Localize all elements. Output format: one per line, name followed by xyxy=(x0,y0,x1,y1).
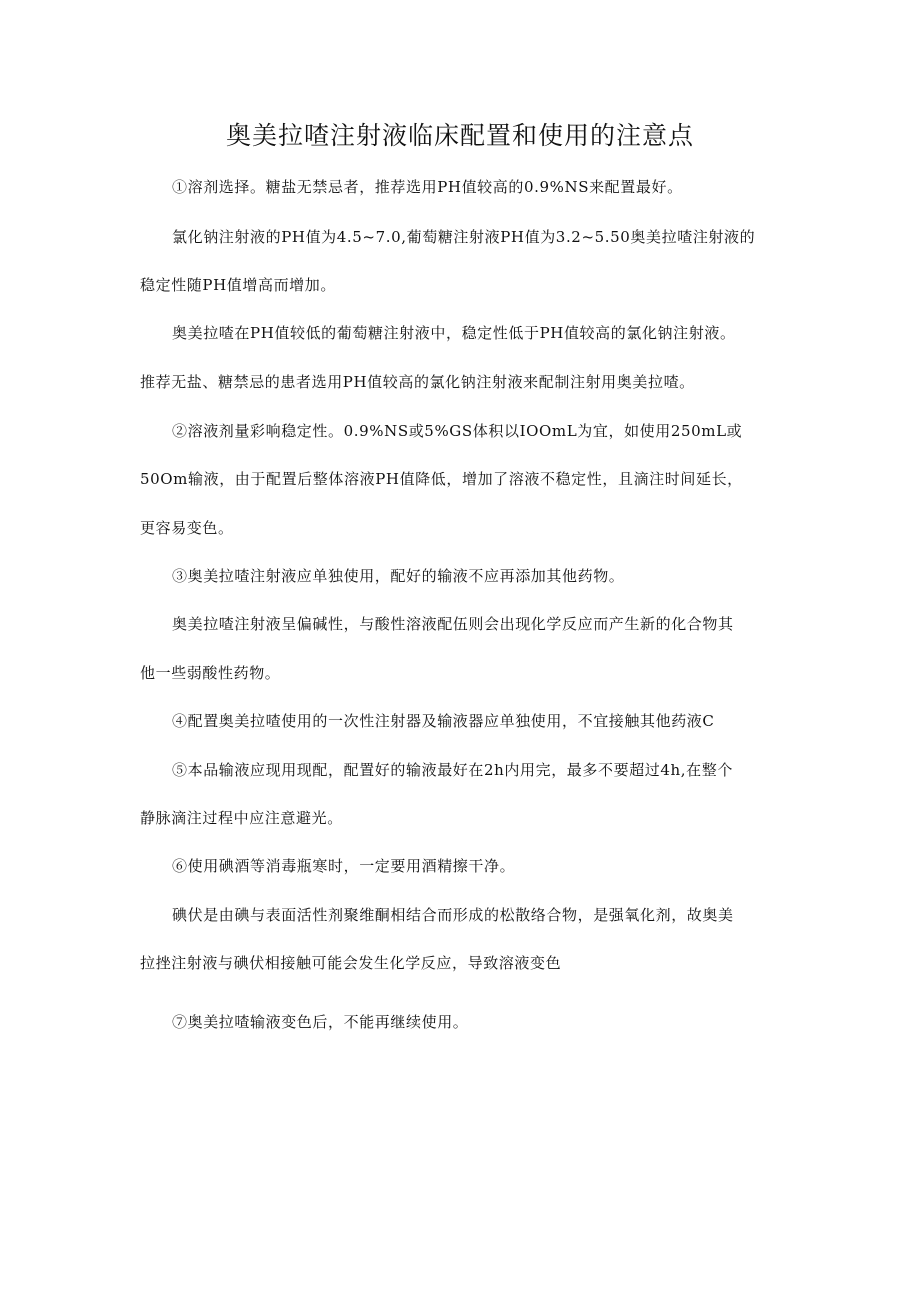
paragraph-line: ⑤本品输液应现用现配，配置好的输液最好在2h内用完，最多不要超过4h,在整个 xyxy=(172,761,733,779)
paragraph-line: 碘伏是由碘与表面活性剂聚维酮相结合而形成的松散络合物，是强氧化剂，故奥美 xyxy=(172,906,734,924)
paragraph-line: 拉挫注射液与碘伏相接触可能会发生化学反应，导致溶液变色 xyxy=(140,954,562,972)
paragraph-line: 奥美拉喳在PH值较低的葡萄糖注射液中，稳定性低于PH值较高的氯化钠注射液。 xyxy=(172,324,736,342)
paragraph-line: 他一些弱酸性药物。 xyxy=(140,664,281,682)
paragraph-line: ⑦奥美拉喳输液变色后，不能再继续使用。 xyxy=(172,1013,469,1031)
document-title: 奥美拉喳注射液临床配置和使用的注意点 xyxy=(225,121,694,150)
paragraph-line: ④配置奥美拉喳使用的一次性注射器及输液器应单独使用，不宜接触其他药液C xyxy=(172,712,715,730)
paragraph-line: 静脉滴注过程中应注意避光。 xyxy=(140,809,343,827)
paragraph-line: 推荐无盐、糖禁忌的患者选用PH值较高的氯化钠注射液来配制注射用奥美拉喳。 xyxy=(140,373,695,391)
paragraph-line: 50Om输液，由于配置后整体溶液PH值降低，增加了溶液不稳定性，且滴注时间延长， xyxy=(140,470,743,488)
paragraph-line: 稳定性随PH值增高而增加。 xyxy=(140,276,336,294)
paragraph-line: 奥美拉喳注射液呈偏碱性，与酸性溶液配伍则会出现化学反应而产生新的化合物其 xyxy=(172,615,734,633)
paragraph-line: 氯化钠注射液的PH值为4.5~7.0,葡萄糖注射液PH值为3.2~5.50奥美拉喳注射液的 xyxy=(172,228,756,246)
paragraph-line: ①溶剂选择。糖盐无禁忌者，推荐选用PH值较高的0.9%NS来配置最好。 xyxy=(172,178,683,196)
paragraph-line: ⑥使用碘酒等消毒瓶寒时，一定要用酒精擦干净。 xyxy=(172,857,516,875)
paragraph-line: ②溶液剂量彩响稳定性。0.9%NS或5%GS体积以IOOmL为宜，如使用250mL或 xyxy=(172,422,743,440)
paragraph-line: 更容易变色。 xyxy=(140,519,234,537)
paragraph-line: ③奥美拉喳注射液应单独使用，配好的输液不应再添加其他药物。 xyxy=(172,567,625,585)
